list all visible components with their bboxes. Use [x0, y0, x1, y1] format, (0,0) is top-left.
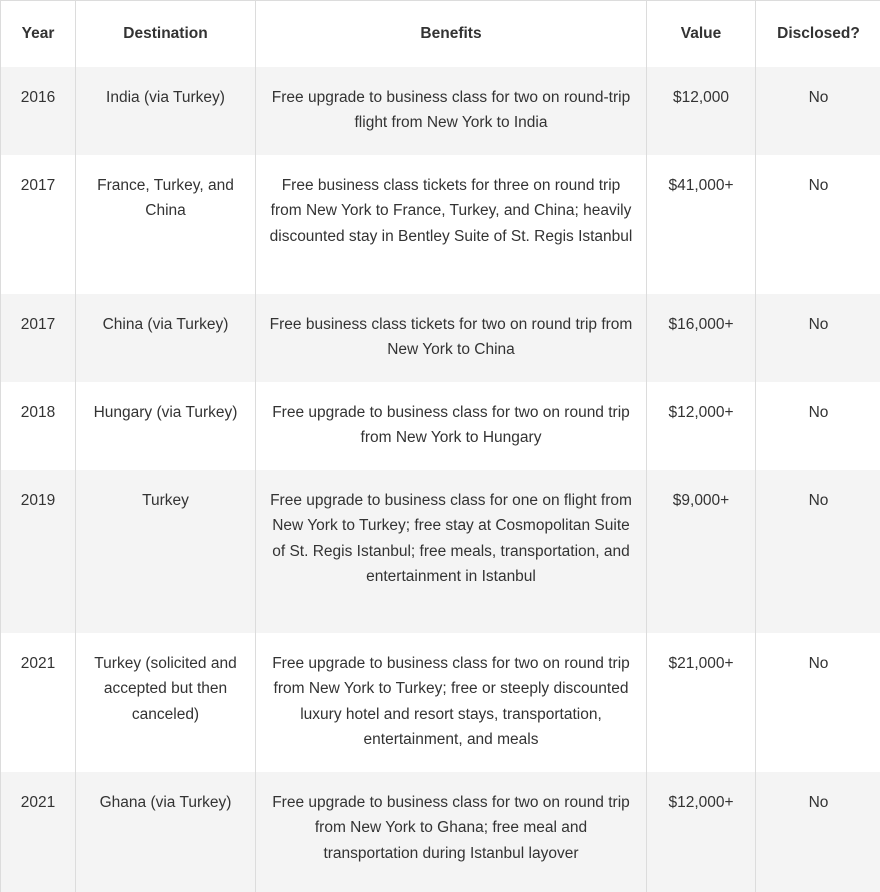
cell-value: $41,000+: [647, 155, 756, 294]
cell-value: $12,000: [647, 67, 756, 155]
header-value: Value: [647, 1, 756, 67]
cell-benefits: Free upgrade to business class for two on round trip from New York to Ghana; free meal and transportation during Istanbul layover: [256, 772, 647, 892]
cell-year: 2017: [1, 294, 76, 382]
cell-destination: Turkey: [76, 470, 256, 633]
table-row: [1, 294, 880, 382]
cell-value: $16,000+: [647, 294, 756, 382]
cell-benefits: Free business class tickets for three on round trip from New York to France, Turkey, and China; heavily discounted stay in Bentley Suite of St. Regis Istanbul: [256, 155, 647, 294]
cell-disclosed: No: [756, 772, 880, 892]
table-body: [1, 67, 880, 892]
cell-destination: Ghana (via Turkey): [76, 772, 256, 892]
cell-destination: China (via Turkey): [76, 294, 256, 382]
cell-year: 2021: [1, 772, 76, 892]
cell-value: $9,000+: [647, 470, 756, 633]
table-row: [1, 772, 880, 892]
cell-disclosed: No: [756, 470, 880, 633]
header-row: [1, 1, 880, 67]
table-row: [1, 382, 880, 470]
cell-destination: Hungary (via Turkey): [76, 382, 256, 470]
cell-benefits: Free upgrade to business class for two on round-trip flight from New York to India: [256, 67, 647, 155]
cell-year: 2021: [1, 633, 76, 772]
header-disclosed: Disclosed?: [756, 1, 880, 67]
cell-benefits: Free business class tickets for two on round trip from New York to China: [256, 294, 647, 382]
cell-year: 2019: [1, 470, 76, 633]
table-row: [1, 67, 880, 155]
table-row: [1, 470, 880, 633]
table-row: [1, 155, 880, 294]
header-benefits: Benefits: [256, 1, 647, 67]
cell-year: 2018: [1, 382, 76, 470]
cell-disclosed: No: [756, 382, 880, 470]
cell-destination: France, Turkey, and China: [76, 155, 256, 294]
cell-benefits: Free upgrade to business class for one on flight from New York to Turkey; free stay at Cosmopolitan Suite of St. Regis Istanbul; free meals, transportation, and entertainment in Istanbul: [256, 470, 647, 633]
header-year: Year: [1, 1, 76, 67]
cell-disclosed: No: [756, 633, 880, 772]
table-row: [1, 633, 880, 772]
cell-disclosed: No: [756, 67, 880, 155]
cell-value: $21,000+: [647, 633, 756, 772]
cell-benefits: Free upgrade to business class for two on round trip from New York to Hungary: [256, 382, 647, 470]
cell-destination: India (via Turkey): [76, 67, 256, 155]
cell-destination: Turkey (solicited and accepted but then canceled): [76, 633, 256, 772]
cell-value: $12,000+: [647, 382, 756, 470]
cell-disclosed: No: [756, 155, 880, 294]
cell-year: 2017: [1, 155, 76, 294]
cell-value: $12,000+: [647, 772, 756, 892]
table-header: [1, 1, 880, 67]
header-destination: Destination: [76, 1, 256, 67]
cell-disclosed: No: [756, 294, 880, 382]
cell-year: 2016: [1, 67, 76, 155]
cell-benefits: Free upgrade to business class for two on round trip from New York to Turkey; free or steeply discounted luxury hotel and resort stays, transportation, entertainment, and meals: [256, 633, 647, 772]
